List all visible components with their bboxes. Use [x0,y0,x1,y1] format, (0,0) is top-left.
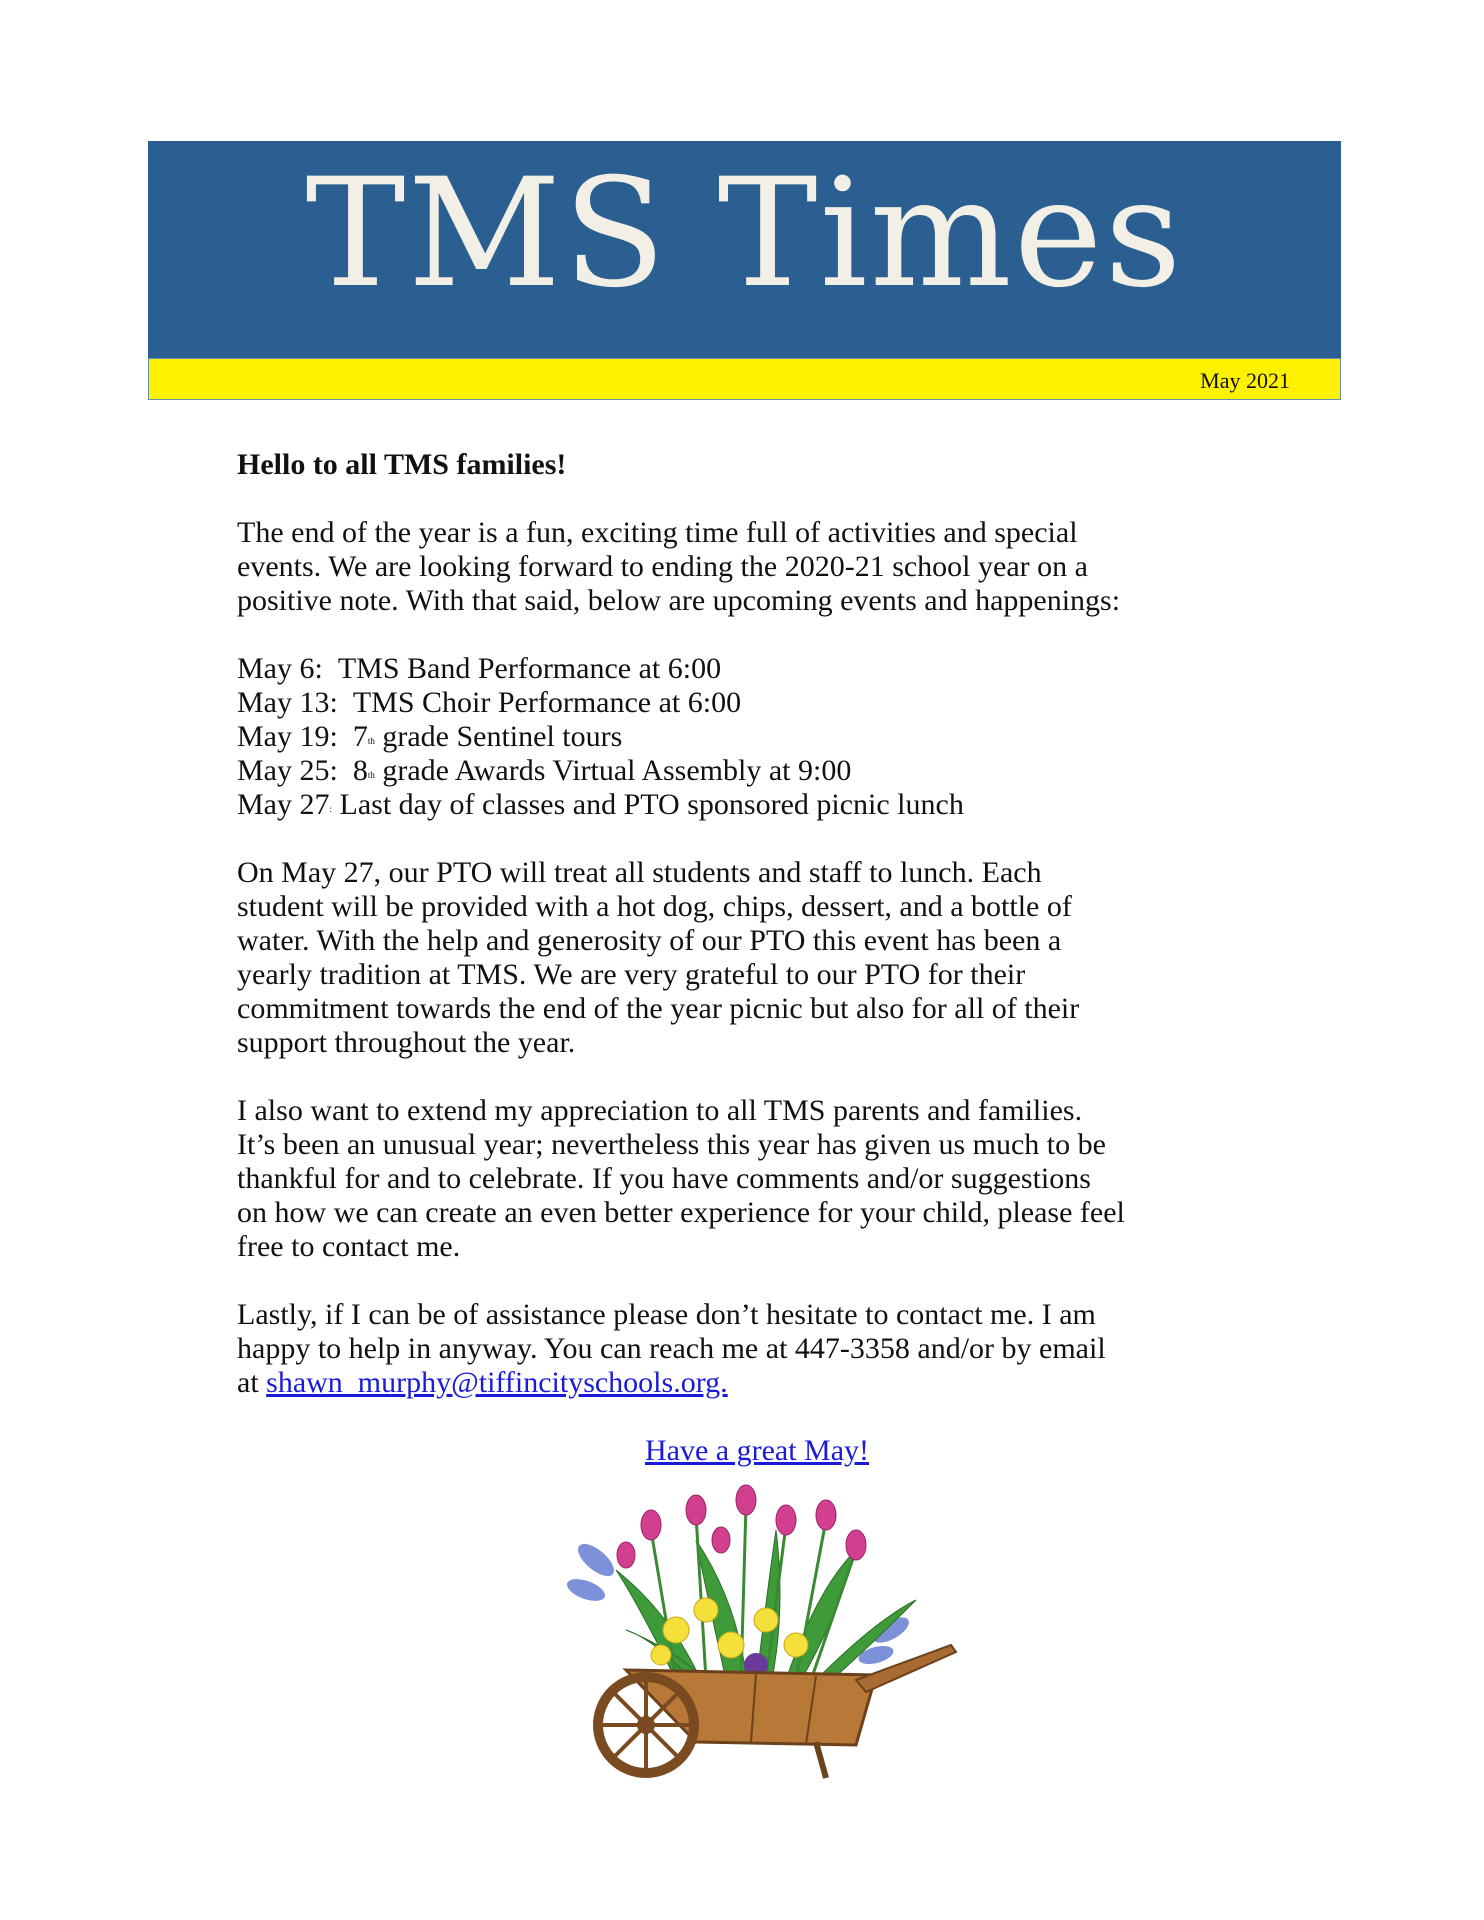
event-item [237,686,1277,720]
newsletter-title: TMS Times [305,147,1184,321]
date-band [148,358,1341,400]
event-text: TMS Choir Performance at 6:00 [352,686,742,719]
event-item [237,720,1277,754]
email-link[interactable]: shawn_murphy@tiffincityschools.org. [266,1366,728,1399]
event-text: grade Awards Virtual Assembly at 9:00 [382,754,852,787]
event-date: May 6: [237,652,323,685]
appreciation-line: free to contact me. [237,1230,461,1263]
appreciation-line: I also want to extend my appreciation to all TMS parents and families. [237,1094,1083,1127]
event-text: grade Sentinel tours [382,720,623,753]
event-item [237,788,1277,822]
masthead-banner [148,141,1341,359]
pto-line: commitment towards the end of the year picnic but also for all of their [237,992,1080,1025]
intro-paragraph [237,516,1277,618]
contact-line: happy to help in anyway. You can reach me at 447-3358 and/or by email [237,1332,1106,1365]
pto-line: On May 27, our PTO will treat all students and staff to lunch. Each [237,856,1042,889]
contact-prefix: at [237,1366,267,1399]
pto-line: water. With the help and generosity of our PTO this event has been a [237,924,1062,957]
issue-date: May 2021 [1200,368,1290,393]
pto-paragraph [237,856,1277,1060]
appreciation-line: It’s been an unusual year; nevertheless this year has given us much to be [237,1128,1106,1161]
wheelbarrow-tulips-icon [556,1480,976,1780]
events-list [237,652,1277,822]
event-date: May 27 [237,788,330,821]
date-colon: : [329,804,333,814]
appreciation-line: thankful for and to celebrate. If you have comments and/or suggestions [237,1162,1091,1195]
contact-line: Lastly, if I can be of assistance please don’t hesitate to contact me. I am [237,1298,1096,1331]
closing-link[interactable]: Have a great May! [644,1434,870,1467]
pto-line: yearly tradition at TMS. We are very grateful to our PTO for their [237,958,1026,991]
pto-line: student will be provided with a hot dog, chips, dessert, and a bottle of [237,890,1072,923]
event-item [237,754,1277,788]
letter-body [237,448,1277,1468]
event-date: May 13: [237,686,338,719]
event-text: TMS Band Performance at 6:00 [337,652,722,685]
contact-paragraph [237,1298,1277,1400]
appreciation-line: on how we can create an even better experience for your child, please feel [237,1196,1125,1229]
intro-line: events. We are looking forward to ending the 2020-21 school year on a [237,550,1088,583]
event-date: May 19: [237,720,338,753]
greeting: Hello to all TMS families! [237,448,567,481]
appreciation-paragraph [237,1094,1277,1264]
intro-line: The end of the year is a fun, exciting time full of activities and special [237,516,1078,549]
intro-line: positive note. With that said, below are upcoming events and happenings: [237,584,1121,617]
event-item [237,652,1277,686]
closing-line [237,1434,1277,1468]
event-grade-number: 8 [352,754,368,787]
ordinal-suffix: th [367,736,375,746]
ordinal-suffix: th [367,770,375,780]
event-grade-number: 7 [352,720,368,753]
event-text: Last day of classes and PTO sponsored picnic lunch [339,788,964,821]
pto-line: support throughout the year. [237,1026,576,1059]
event-date: May 25: [237,754,338,787]
